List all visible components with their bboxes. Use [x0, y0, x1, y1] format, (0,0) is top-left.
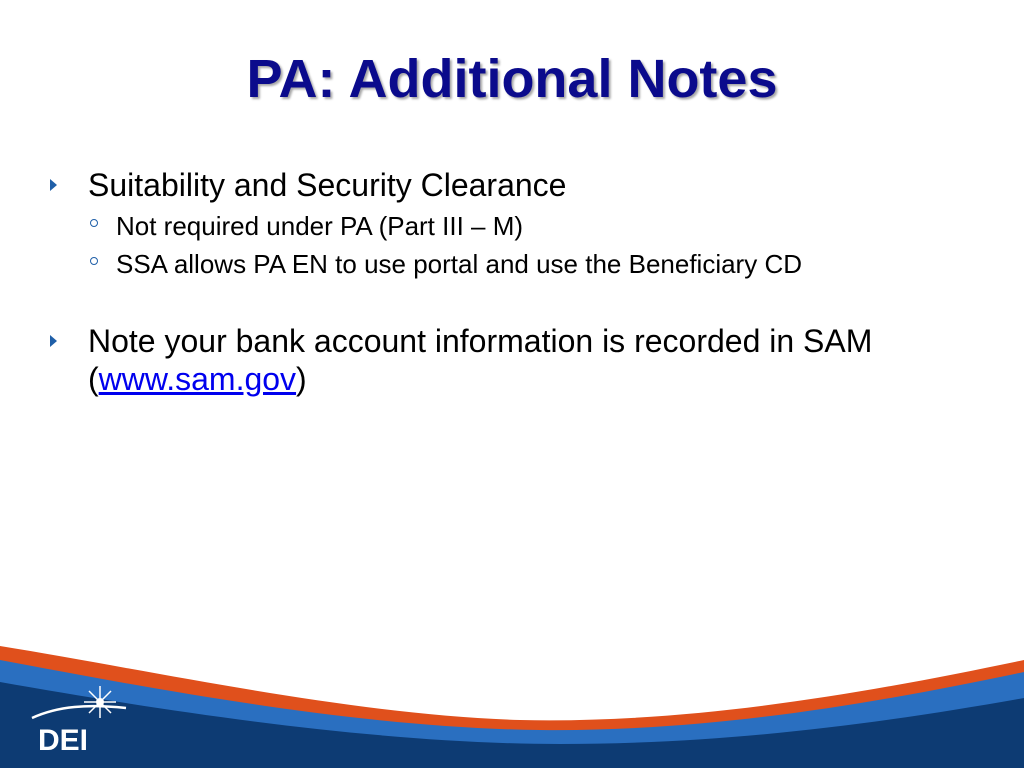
- bullet-suitability: [48, 166, 968, 204]
- sub-bullet-text: Not required under PA (Part III – M): [116, 211, 524, 241]
- logo-text: DEI: [38, 724, 89, 756]
- arrow-bullet-icon: [50, 179, 57, 191]
- sub-bullet-text: SSA allows PA EN to use portal and use the Beneficiary CD: [116, 249, 802, 279]
- circle-bullet-icon: [90, 219, 98, 227]
- sub-bullet-not-required: [48, 210, 968, 242]
- arrow-bullet-icon: [50, 335, 57, 347]
- bullet-text-before-link: Note your bank account information is recorded in SAM (: [88, 323, 873, 397]
- sam-gov-link[interactable]: www.sam.gov: [98, 361, 297, 397]
- sub-bullet-portal: [48, 248, 968, 280]
- circle-bullet-icon: [90, 257, 98, 265]
- bullet-text: Suitability and Security Clearance: [88, 167, 567, 203]
- slide-title: PA: Additional Notes: [246, 49, 778, 109]
- bullet-text-after-link: ): [296, 361, 307, 397]
- footer-band: [0, 620, 1024, 768]
- bullet-bank-account: [48, 322, 968, 398]
- slide-content: [48, 166, 968, 398]
- dei-logo: [28, 684, 138, 756]
